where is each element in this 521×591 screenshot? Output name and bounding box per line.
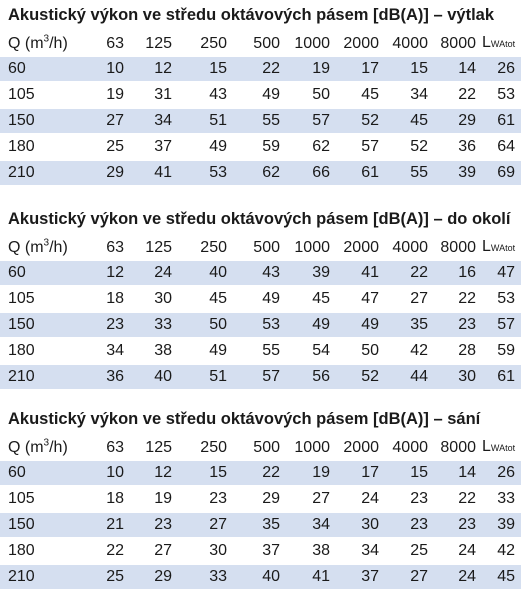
value-cell: 45	[178, 286, 233, 312]
flow-rate-cell: 60	[0, 461, 62, 486]
value-cell: 14	[434, 57, 482, 82]
value-cell: 30	[434, 364, 482, 390]
value-cell: 17	[336, 57, 385, 82]
value-cell: 40	[130, 364, 178, 390]
table-row	[0, 286, 521, 312]
value-cell: 14	[434, 461, 482, 486]
value-cell: 39	[286, 261, 336, 286]
value-cell: 49	[178, 134, 233, 160]
total-cell: 53	[482, 82, 521, 108]
sound-power-table	[0, 30, 521, 187]
value-cell: 40	[178, 261, 233, 286]
table-title: Akustický výkon ve středu oktávových pásem [dB(A)] – výtlak	[0, 0, 521, 30]
value-cell: 30	[130, 286, 178, 312]
table-block-vytlak	[0, 0, 521, 187]
total-cell: 26	[482, 461, 521, 486]
band-header: 63	[62, 30, 130, 57]
value-cell: 18	[62, 486, 130, 512]
value-cell: 57	[286, 108, 336, 134]
table-body	[0, 461, 521, 590]
value-cell: 52	[336, 364, 385, 390]
value-cell: 45	[286, 286, 336, 312]
value-cell: 17	[336, 461, 385, 486]
total-cell: 61	[482, 108, 521, 134]
value-cell: 34	[336, 538, 385, 564]
table-row	[0, 461, 521, 486]
flow-rate-cell: 210	[0, 160, 62, 186]
value-cell: 49	[178, 338, 233, 364]
value-cell: 27	[286, 486, 336, 512]
table-row	[0, 338, 521, 364]
value-cell: 66	[286, 160, 336, 186]
value-cell: 36	[62, 364, 130, 390]
value-cell: 22	[434, 486, 482, 512]
flow-rate-cell: 150	[0, 512, 62, 538]
value-cell: 28	[434, 338, 482, 364]
value-cell: 36	[434, 134, 482, 160]
value-cell: 54	[286, 338, 336, 364]
value-cell: 19	[286, 57, 336, 82]
value-cell: 38	[130, 338, 178, 364]
value-cell: 22	[233, 461, 286, 486]
table-title: Akustický výkon ve středu oktávových pásem [dB(A)] – sání	[0, 404, 521, 434]
value-cell: 12	[130, 461, 178, 486]
band-header: 8000	[434, 234, 482, 261]
flow-rate-cell: 60	[0, 261, 62, 286]
value-cell: 10	[62, 461, 130, 486]
value-cell: 30	[336, 512, 385, 538]
value-cell: 38	[286, 538, 336, 564]
band-header: 8000	[434, 30, 482, 57]
flow-rate-cell: 210	[0, 564, 62, 590]
value-cell: 34	[130, 108, 178, 134]
value-cell: 18	[62, 286, 130, 312]
sound-power-table	[0, 234, 521, 391]
value-cell: 29	[130, 564, 178, 590]
value-cell: 23	[130, 512, 178, 538]
value-cell: 43	[178, 82, 233, 108]
band-header: 2000	[336, 434, 385, 461]
total-cell: 69	[482, 160, 521, 186]
value-cell: 24	[434, 538, 482, 564]
band-header: 63	[62, 234, 130, 261]
value-cell: 51	[178, 364, 233, 390]
value-cell: 50	[286, 82, 336, 108]
total-cell: 57	[482, 312, 521, 338]
value-cell: 22	[385, 261, 434, 286]
value-cell: 37	[336, 564, 385, 590]
value-cell: 33	[130, 312, 178, 338]
band-header: 63	[62, 434, 130, 461]
value-cell: 25	[385, 538, 434, 564]
value-cell: 56	[286, 364, 336, 390]
value-cell: 55	[233, 108, 286, 134]
value-cell: 27	[130, 538, 178, 564]
band-header: 1000	[286, 234, 336, 261]
value-cell: 30	[178, 538, 233, 564]
value-cell: 52	[336, 108, 385, 134]
band-header: 4000	[385, 434, 434, 461]
value-cell: 35	[233, 512, 286, 538]
total-cell: 26	[482, 57, 521, 82]
band-header: 250	[178, 30, 233, 57]
value-cell: 22	[233, 57, 286, 82]
table-row	[0, 57, 521, 82]
value-cell: 49	[233, 286, 286, 312]
value-cell: 57	[336, 134, 385, 160]
value-cell: 23	[385, 486, 434, 512]
value-cell: 23	[178, 486, 233, 512]
flow-rate-cell: 150	[0, 312, 62, 338]
value-cell: 51	[178, 108, 233, 134]
header-row	[0, 234, 521, 261]
header-row	[0, 434, 521, 461]
value-cell: 35	[385, 312, 434, 338]
band-header: 4000	[385, 30, 434, 57]
table-body	[0, 57, 521, 186]
table-row	[0, 538, 521, 564]
band-header: 1000	[286, 30, 336, 57]
flow-rate-cell: 180	[0, 538, 62, 564]
table-row	[0, 512, 521, 538]
flow-rate-cell: 180	[0, 134, 62, 160]
flow-rate-header: Q $(m^3/h)$	[0, 30, 62, 57]
value-cell: 44	[385, 364, 434, 390]
value-cell: 19	[286, 461, 336, 486]
value-cell: 22	[434, 286, 482, 312]
band-header: 4000	[385, 234, 434, 261]
value-cell: 41	[336, 261, 385, 286]
value-cell: 15	[385, 57, 434, 82]
band-header: 250	[178, 434, 233, 461]
total-cell: 39	[482, 512, 521, 538]
band-header: 1000	[286, 434, 336, 461]
value-cell: 37	[233, 538, 286, 564]
value-cell: 15	[385, 461, 434, 486]
value-cell: 62	[233, 160, 286, 186]
sound-power-table	[0, 434, 521, 591]
value-cell: 22	[62, 538, 130, 564]
value-cell: 59	[233, 134, 286, 160]
value-cell: 15	[178, 57, 233, 82]
band-header: 500	[233, 434, 286, 461]
total-header: LWAtot	[482, 234, 521, 261]
total-header: LWAtot	[482, 434, 521, 461]
value-cell: 33	[178, 564, 233, 590]
total-cell: 59	[482, 338, 521, 364]
table-title: Akustický výkon ve středu oktávových pásem [dB(A)] – do okolí	[0, 204, 521, 234]
table-block-do-okoli	[0, 204, 521, 391]
value-cell: 27	[385, 286, 434, 312]
table-row	[0, 364, 521, 390]
flow-rate-cell: 150	[0, 108, 62, 134]
value-cell: 19	[62, 82, 130, 108]
value-cell: 29	[62, 160, 130, 186]
value-cell: 52	[385, 134, 434, 160]
band-header: 125	[130, 30, 178, 57]
value-cell: 15	[178, 461, 233, 486]
value-cell: 19	[130, 486, 178, 512]
value-cell: 27	[62, 108, 130, 134]
flow-rate-cell: 105	[0, 82, 62, 108]
total-cell: 47	[482, 261, 521, 286]
value-cell: 40	[233, 564, 286, 590]
value-cell: 61	[336, 160, 385, 186]
band-header: 125	[130, 434, 178, 461]
flow-rate-cell: 180	[0, 338, 62, 364]
value-cell: 55	[233, 338, 286, 364]
total-header: LWAtot	[482, 30, 521, 57]
value-cell: 62	[286, 134, 336, 160]
value-cell: 16	[434, 261, 482, 286]
table-row	[0, 261, 521, 286]
value-cell: 23	[434, 512, 482, 538]
value-cell: 50	[336, 338, 385, 364]
flow-rate-cell: 105	[0, 486, 62, 512]
table-row	[0, 134, 521, 160]
value-cell: 25	[62, 134, 130, 160]
total-cell: 33	[482, 486, 521, 512]
header-row	[0, 30, 521, 57]
value-cell: 55	[385, 160, 434, 186]
value-cell: 37	[130, 134, 178, 160]
value-cell: 34	[286, 512, 336, 538]
value-cell: 49	[233, 82, 286, 108]
value-cell: 53	[233, 312, 286, 338]
value-cell: 24	[434, 564, 482, 590]
value-cell: 27	[385, 564, 434, 590]
value-cell: 43	[233, 261, 286, 286]
value-cell: 24	[130, 261, 178, 286]
flow-rate-header: Q $(m^3/h)$	[0, 434, 62, 461]
value-cell: 10	[62, 57, 130, 82]
total-cell: 61	[482, 364, 521, 390]
value-cell: 23	[385, 512, 434, 538]
value-cell: 49	[286, 312, 336, 338]
value-cell: 34	[385, 82, 434, 108]
value-cell: 25	[62, 564, 130, 590]
value-cell: 49	[336, 312, 385, 338]
value-cell: 57	[233, 364, 286, 390]
value-cell: 21	[62, 512, 130, 538]
band-header: 500	[233, 30, 286, 57]
band-header: 2000	[336, 30, 385, 57]
total-cell: 45	[482, 564, 521, 590]
value-cell: 23	[62, 312, 130, 338]
table-row	[0, 312, 521, 338]
table-block-sani	[0, 404, 521, 591]
value-cell: 53	[178, 160, 233, 186]
value-cell: 29	[233, 486, 286, 512]
table-row	[0, 564, 521, 590]
total-cell: 64	[482, 134, 521, 160]
table-row	[0, 160, 521, 186]
value-cell: 12	[130, 57, 178, 82]
value-cell: 29	[434, 108, 482, 134]
value-cell: 31	[130, 82, 178, 108]
value-cell: 24	[336, 486, 385, 512]
flow-rate-cell: 105	[0, 286, 62, 312]
value-cell: 27	[178, 512, 233, 538]
table-body	[0, 261, 521, 390]
band-header: 2000	[336, 234, 385, 261]
value-cell: 34	[62, 338, 130, 364]
value-cell: 22	[434, 82, 482, 108]
flow-rate-header: Q $(m^3/h)$	[0, 234, 62, 261]
band-header: 8000	[434, 434, 482, 461]
flow-rate-cell: 60	[0, 57, 62, 82]
value-cell: 41	[130, 160, 178, 186]
value-cell: 23	[434, 312, 482, 338]
value-cell: 50	[178, 312, 233, 338]
band-header: 250	[178, 234, 233, 261]
table-row	[0, 108, 521, 134]
total-cell: 42	[482, 538, 521, 564]
value-cell: 42	[385, 338, 434, 364]
band-header: 125	[130, 234, 178, 261]
value-cell: 12	[62, 261, 130, 286]
value-cell: 45	[385, 108, 434, 134]
flow-rate-cell: 210	[0, 364, 62, 390]
table-row	[0, 82, 521, 108]
band-header: 500	[233, 234, 286, 261]
value-cell: 45	[336, 82, 385, 108]
value-cell: 41	[286, 564, 336, 590]
value-cell: 47	[336, 286, 385, 312]
value-cell: 39	[434, 160, 482, 186]
table-row	[0, 486, 521, 512]
total-cell: 53	[482, 286, 521, 312]
